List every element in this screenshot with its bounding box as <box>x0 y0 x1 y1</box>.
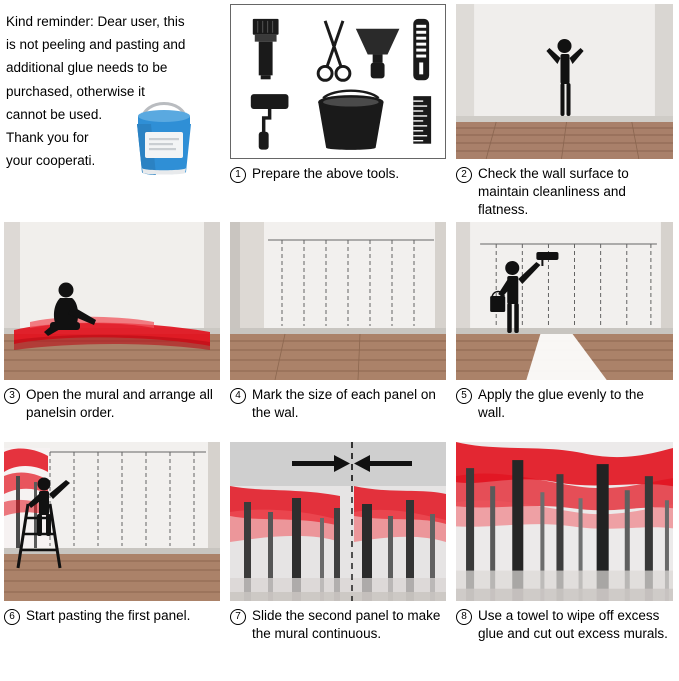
step-number: 3 <box>4 388 20 404</box>
scissors-icon <box>318 21 350 80</box>
reminder-line: cannot be used. <box>6 106 103 122</box>
wall-marked-panels <box>230 222 446 380</box>
step-4-cell <box>226 218 452 438</box>
step-8-cell <box>452 438 679 681</box>
reminder-text <box>4 4 220 173</box>
sliding-panels-arrows <box>230 442 446 601</box>
person-applying-glue <box>456 222 673 380</box>
step-text: Start pasting the first panel. <box>26 608 191 623</box>
step-text: Open the mural and arrange all panelsin order. <box>26 387 213 420</box>
step-text: Apply the glue evenly to the wall. <box>478 387 644 420</box>
step-6-caption <box>4 607 220 625</box>
reminder-cell <box>0 0 226 218</box>
step-text: Mark the size of each panel on the wal. <box>252 387 436 420</box>
reminder-line: is not peeling and pasting and <box>6 37 186 53</box>
person-on-ladder-pasting <box>4 442 220 601</box>
bucket-icon <box>490 296 505 312</box>
step-text: Prepare the above tools. <box>252 166 400 181</box>
finished-mural <box>456 442 673 601</box>
paint-roller-icon <box>251 94 289 149</box>
step-3-caption <box>4 386 220 422</box>
step-2-cell <box>452 0 679 218</box>
step-number: 6 <box>4 609 20 625</box>
step-8-caption <box>456 607 673 643</box>
step-5-cell <box>452 218 679 438</box>
step-text: Use a towel to wipe off excess glue and cut out excess murals. <box>478 608 668 641</box>
tools-illustration <box>230 4 446 159</box>
step-5-caption <box>456 386 673 422</box>
step-number: 7 <box>230 609 246 625</box>
step-6-cell <box>0 438 226 681</box>
reminder-line: purchased, otherwise it <box>6 83 145 99</box>
reminder-line: your cooperati. <box>6 153 96 169</box>
step-number: 2 <box>456 167 472 183</box>
utility-knife-icon <box>413 19 429 80</box>
step-4-caption <box>230 386 446 422</box>
person-checking-wall <box>456 4 673 159</box>
person-arranging-panels <box>4 222 220 380</box>
step-number: 5 <box>456 388 472 404</box>
reminder-line: additional glue needs to be <box>6 60 168 76</box>
reminder-line: Kind reminder: Dear user, this <box>6 14 185 29</box>
step-7-cell <box>226 438 452 681</box>
step-2-caption <box>456 165 673 218</box>
step-1-cell <box>226 0 452 218</box>
step-number: 8 <box>456 609 472 625</box>
step-number: 4 <box>230 388 246 404</box>
paint-brush-icon <box>253 19 279 79</box>
reminder-line: Thank you for <box>6 130 89 146</box>
comb-ruler-icon <box>413 96 431 144</box>
step-3-cell <box>0 218 226 438</box>
step-number: 1 <box>230 167 246 183</box>
bucket-icon <box>318 91 383 150</box>
step-text: Check the wall surface to maintain cleanliness and flatness. <box>478 166 629 217</box>
step-7-caption <box>230 607 446 643</box>
step-text: Slide the second panel to make the mural continuous. <box>252 608 441 641</box>
step-1-caption <box>230 165 446 183</box>
scraper-icon <box>356 29 400 79</box>
